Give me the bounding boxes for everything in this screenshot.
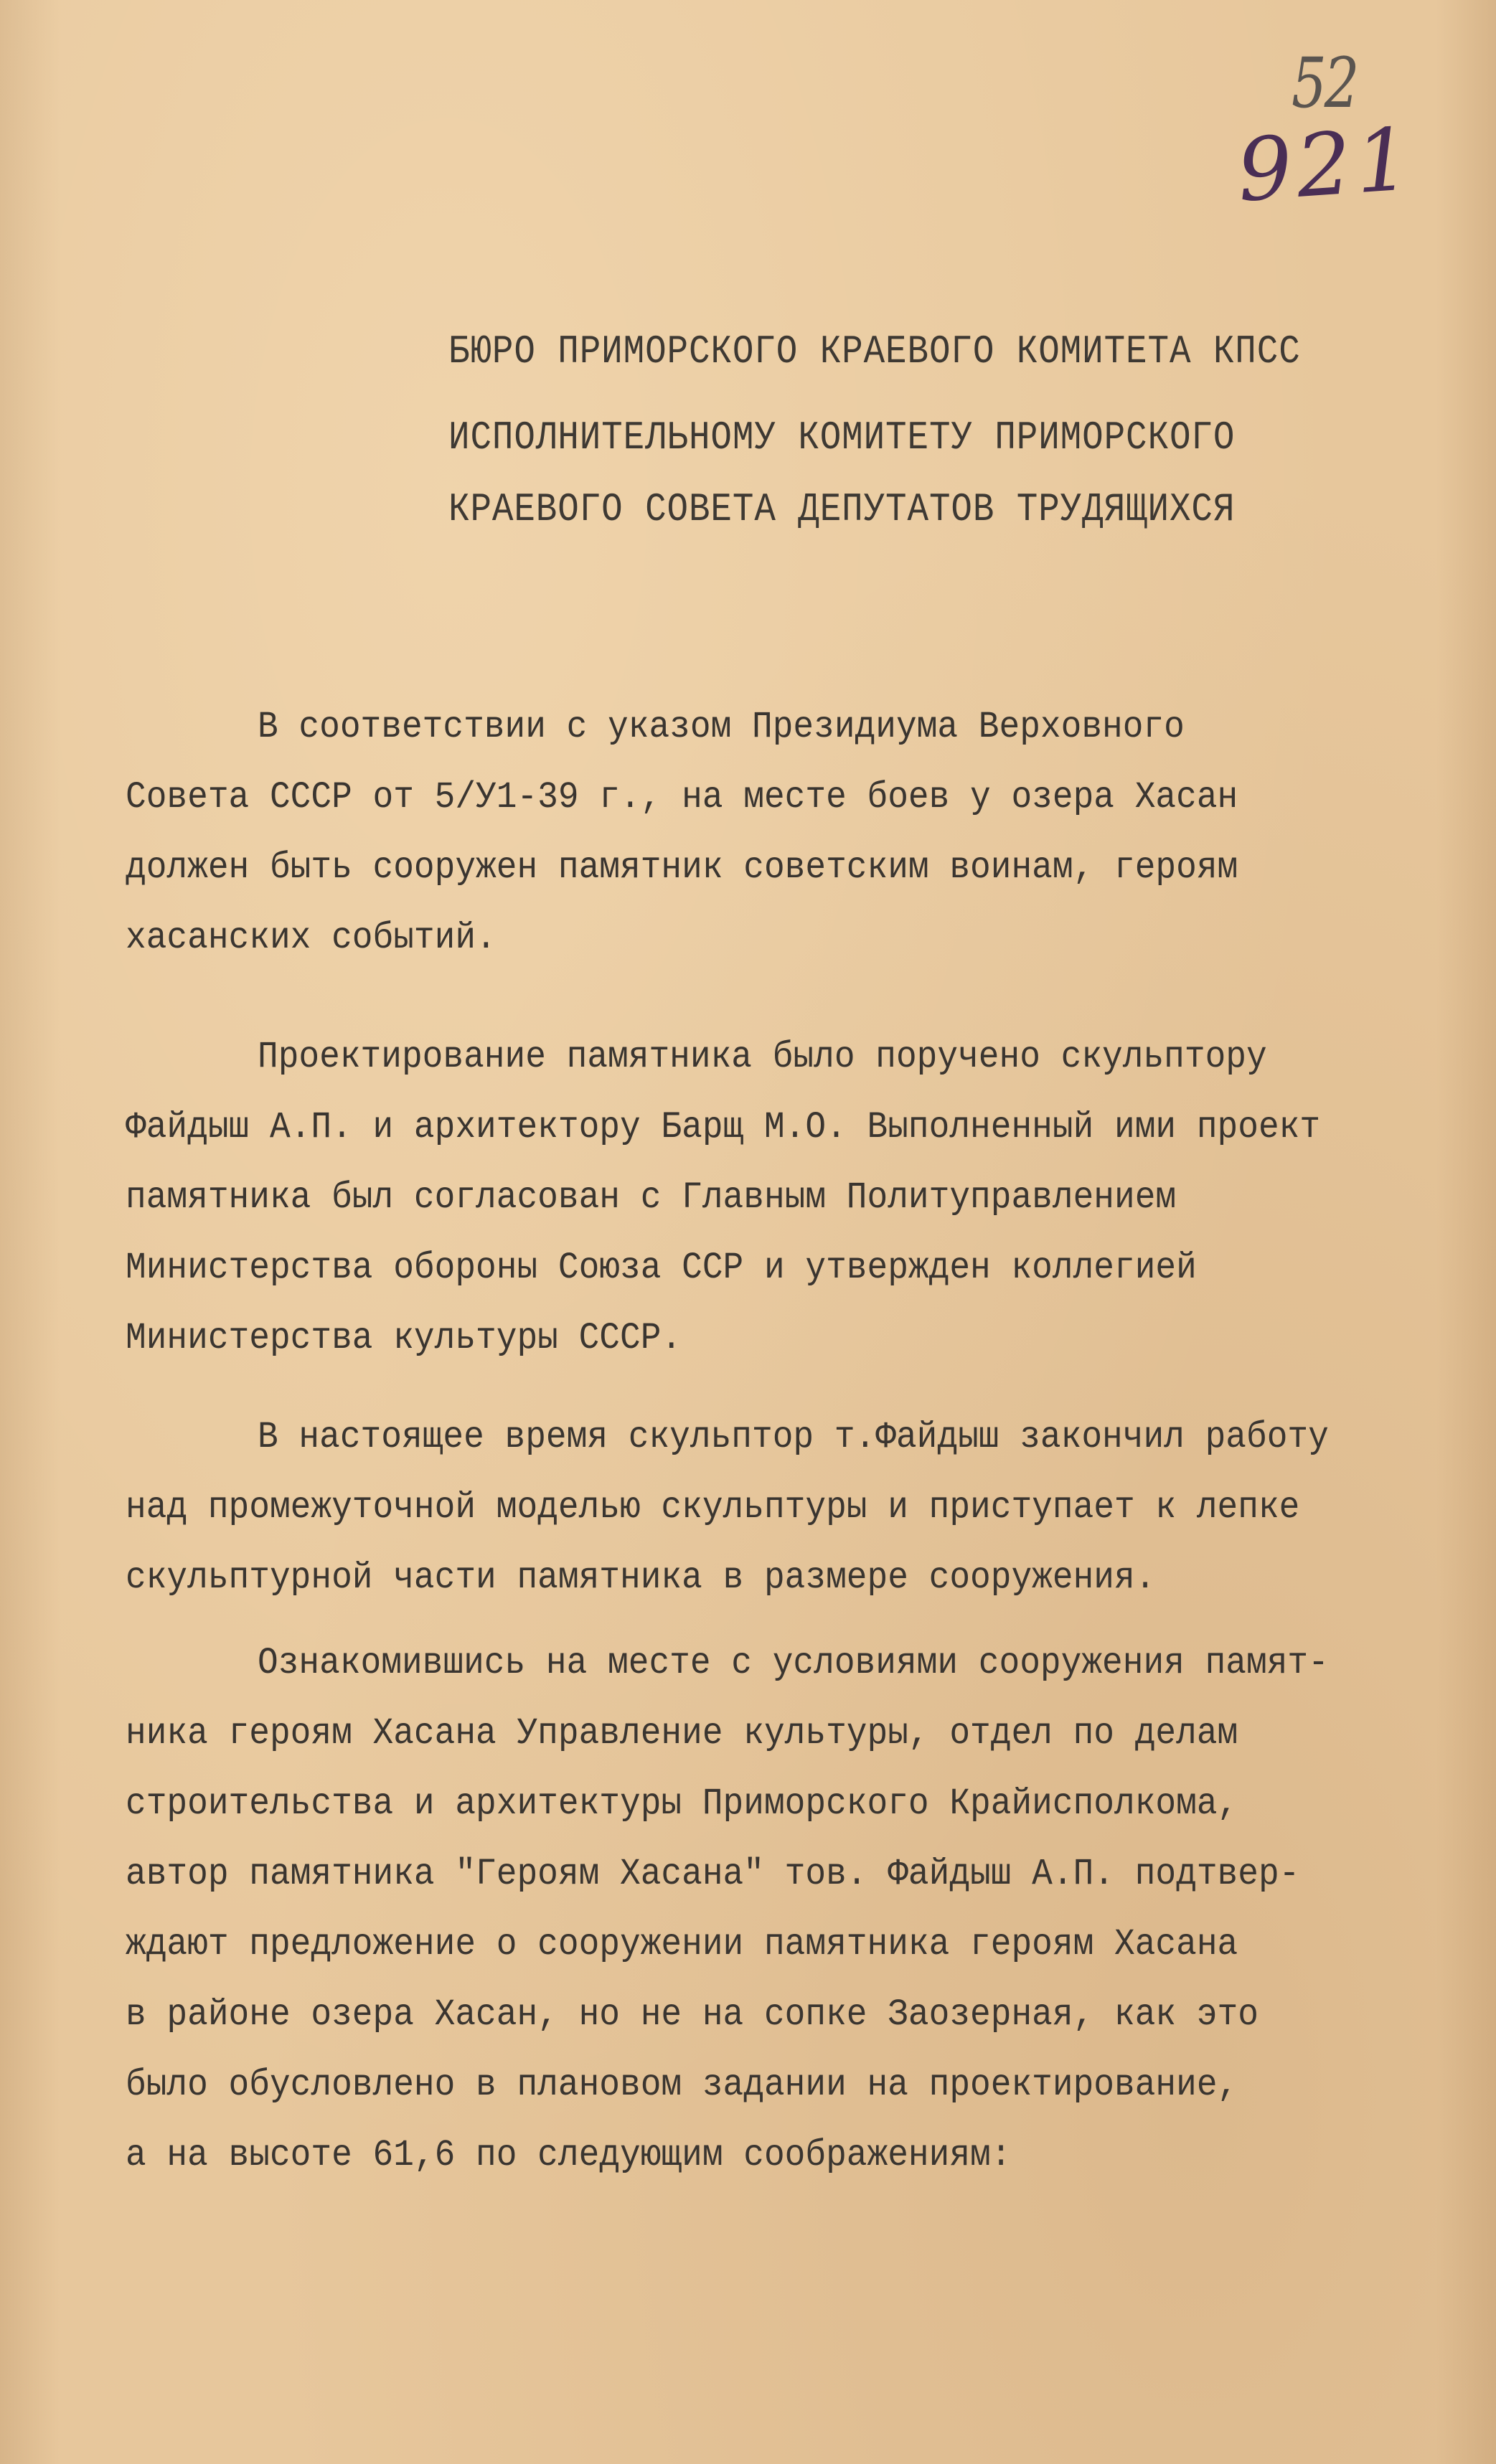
text-line: было обусловлено в плановом задании на проектирование, xyxy=(126,2064,1238,2106)
text-line: скульптурной части памятника в размере сооружения. xyxy=(126,1557,1156,1599)
text-line: ждают предложение о сооружении памятника героям Хасана xyxy=(126,1923,1238,1965)
text-line: Ознакомившись на месте с условиями сооружения памят- xyxy=(258,1642,1329,1684)
text-line: памятника был согласован с Главным Политуправлением xyxy=(126,1176,1177,1219)
text-line: Совета СССР от 5/У1-39 г., на месте боев у озера Хасан xyxy=(126,776,1238,818)
addressee-heading xyxy=(448,402,1332,545)
text-line: Министерства обороны Союза ССР и утвержден коллегией xyxy=(126,1247,1197,1289)
text-line: Проектирование памятника было поручено скульптору xyxy=(258,1036,1267,1078)
text-line: Министерства культуры СССР. xyxy=(126,1317,682,1359)
handwritten-archive-number: 921 xyxy=(1234,109,1419,222)
addressee-line: КРАЕВОГО СОВЕТА ДЕПУТАТОВ ТРУДЯЩИХСЯ xyxy=(448,486,1236,532)
text-line: В соответствии с указом Президиума Верховного xyxy=(258,706,1185,748)
paragraph-site-proposal xyxy=(126,1628,1474,2191)
text-line: должен быть сооружен памятник советским воинам, героям xyxy=(126,846,1238,889)
paragraph-design xyxy=(126,1022,1474,1374)
text-line: в районе озера Хасан, но не на сопке Заозерная, как это xyxy=(126,1993,1259,2036)
text-line: Файдыш А.П. и архитектору Барщ М.О. Выполненный ими проект xyxy=(126,1106,1321,1148)
text-line: В настоящее время скульптор т.Файдыш закончил работу xyxy=(258,1416,1329,1458)
text-line: а на высоте 61,6 по следующим соображениям: xyxy=(126,2134,1012,2176)
paragraph-current-work xyxy=(126,1402,1474,1613)
sender-heading: БЮРО ПРИМОРСКОГО КРАЕВОГО КОМИТЕТА КПСС xyxy=(448,329,1301,374)
paragraph-decree xyxy=(126,692,1474,973)
addressee-line: ИСПОЛНИТЕЛЬНОМУ КОМИТЕТУ ПРИМОРСКОГО xyxy=(448,415,1236,461)
text-line: ника героям Хасана Управление культуры, отдел по делам xyxy=(126,1712,1238,1755)
text-line: над промежуточной моделью скульптуры и приступает к лепке xyxy=(126,1486,1300,1529)
text-line: автор памятника "Героям Хасана" тов. Файдыш А.П. подтвер- xyxy=(126,1853,1300,1895)
text-line: хасанских событий. xyxy=(126,917,497,959)
handwritten-page-number: 52 xyxy=(1292,43,1358,123)
text-line: строительства и архитектуры Приморского Крайисполкома, xyxy=(126,1783,1238,1825)
